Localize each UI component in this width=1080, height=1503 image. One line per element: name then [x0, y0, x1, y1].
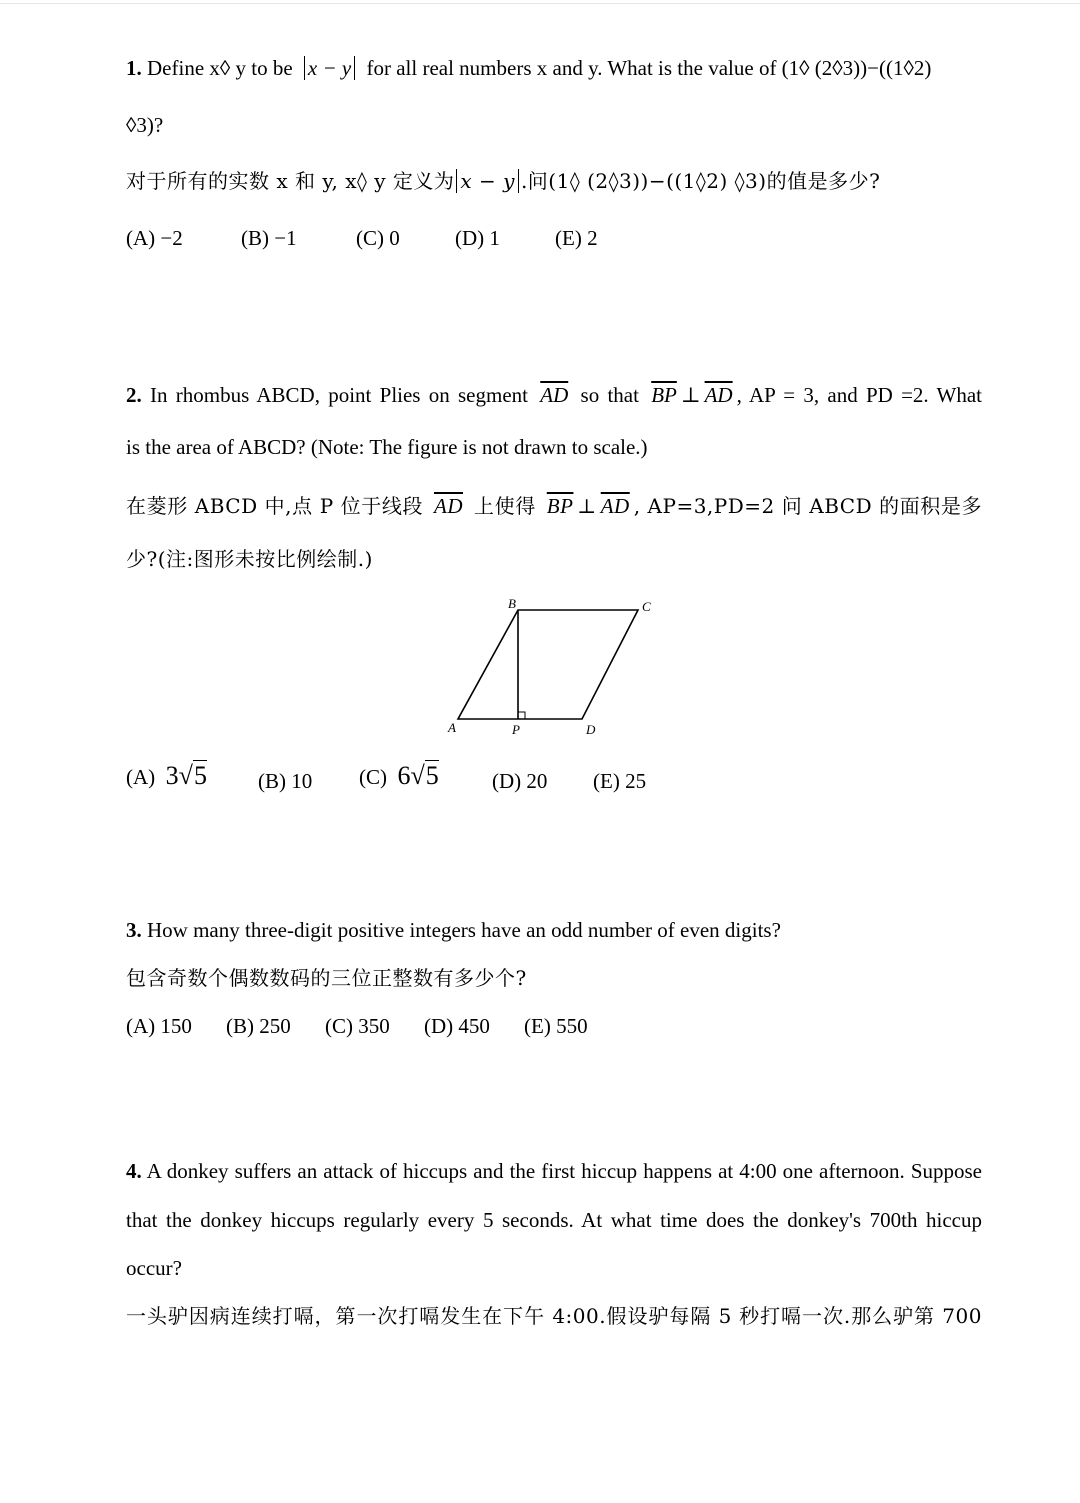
- problem-2-number: 2.: [126, 383, 142, 407]
- problem-1-option-c: (C) 0: [356, 226, 400, 250]
- problem-4-cn: 一头驴因病连续打嗝，第一次打嗝发生在下午 4:00.假设驴每隔 5 秒打嗝一次.那么驴第 700: [126, 1304, 982, 1328]
- label-a: A: [448, 720, 456, 735]
- problem-2-text-a: In rhombus ABCD, point Plies on segment: [150, 383, 528, 407]
- problem-1-cn-b: .问(1◊ (2◊3))−((1◊2) ◊3)的值是多少?: [520, 169, 881, 193]
- problem-2-option-a-coef: 3: [165, 761, 179, 790]
- problem-3-line-1: [126, 916, 781, 944]
- problem-3-option-a: (A) 150: [126, 1014, 192, 1038]
- problem-2-chinese-line-2: [126, 545, 373, 573]
- label-p: P: [512, 722, 520, 737]
- problem-1-abs-expression: x − y: [304, 56, 355, 80]
- problem-4-text-a: A donkey suffers an attack of hiccups and the first hiccup happens at 4:00 one afternoon. Suppose: [146, 1159, 982, 1183]
- problem-2-option-c-value: 6√5: [397, 761, 439, 790]
- problem-3-number: 3.: [126, 918, 142, 942]
- problem-2-option-c-label: (C): [359, 765, 387, 789]
- problem-4-line-2: [126, 1206, 982, 1234]
- problem-1-cn-abs-expression: x − y: [456, 169, 519, 193]
- problem-2-cn-segment-bp: $\overline{BP}$: [546, 494, 574, 518]
- problem-2-cn-a: 在菱形 ABCD 中,点 P 位于线段: [126, 494, 424, 518]
- problem-2-cn-b: 上使得: [473, 494, 536, 518]
- problem-4-text-c: occur?: [126, 1256, 182, 1280]
- problem-2-text-d: is the area of ABCD? (Note: The figure is not drawn to scale.): [126, 435, 648, 459]
- label-d: D: [586, 722, 596, 737]
- problem-2-chinese-line-1: [126, 492, 982, 520]
- label-c: C: [642, 599, 651, 614]
- problem-1-option-a: (A) −2: [126, 226, 183, 250]
- problem-1-text-c: ◊3)?: [126, 113, 164, 137]
- problem-3-chinese: [126, 964, 527, 992]
- problem-2-text-b: so that: [580, 383, 639, 407]
- problem-1-line-1: [126, 54, 931, 82]
- problem-1-option-d: (D) 1: [455, 226, 500, 250]
- rhombus-outline: [458, 610, 638, 719]
- problem-2-cn-d: 少?(注:图形未按比例绘制.): [126, 547, 373, 571]
- right-angle-mark: [518, 712, 525, 719]
- problem-2-cn-perp-symbol: ⊥: [577, 494, 597, 518]
- problem-3-text: How many three-digit positive integers have an odd number of even digits?: [147, 918, 781, 942]
- problem-2-text-c: , AP = 3, and PD =2. What: [736, 383, 983, 407]
- problem-4-line-1: [126, 1157, 982, 1185]
- problem-1-option-b: (B) −1: [241, 226, 297, 250]
- problem-3-option-e: (E) 550: [524, 1014, 588, 1038]
- problem-2-option-d: (D) 20: [492, 769, 548, 793]
- problem-2-cn-c: , AP=3,PD=2 问 ABCD 的面积是多: [633, 494, 983, 518]
- problem-2-option-c-radicand: 5: [425, 761, 439, 790]
- problem-1-cn-a: 对于所有的实数 x 和 y, x◊ y 定义为: [126, 169, 455, 193]
- problem-1-number: 1.: [126, 56, 142, 80]
- problem-2-option-c-coef: 6: [397, 761, 411, 790]
- problem-2-option-a-radicand: 5: [193, 761, 207, 790]
- problem-2-option-c: [359, 762, 439, 791]
- problem-2-option-e: (E) 25: [593, 769, 647, 793]
- rhombus-figure: [440, 592, 670, 740]
- problem-4-number: 4.: [126, 1159, 142, 1183]
- problem-2-cn-segment-ad: $\overline{AD}$: [434, 494, 464, 518]
- problem-2-line-1: [126, 381, 982, 409]
- problem-1-option-e: (E) 2: [555, 226, 598, 250]
- problem-2-segment-ad-2: $\overline{AD}$: [704, 383, 733, 407]
- problem-2-option-b: (B) 10: [258, 769, 313, 793]
- problem-2-segment-bp: $\overline{BP}$: [651, 383, 677, 407]
- problem-2-option-a-value: 3√5: [165, 761, 207, 790]
- problem-2-perp-symbol: ⊥: [680, 383, 701, 407]
- problem-3-option-b: (B) 250: [226, 1014, 291, 1038]
- problem-1-text-b: for all real numbers x and y. What is the value of (1◊ (2◊3))−((1◊2): [366, 56, 932, 80]
- top-divider: [0, 3, 1080, 4]
- problem-4-line-3: [126, 1254, 182, 1282]
- problem-2-line-2: [126, 433, 648, 461]
- problem-2-cn-segment-ad-2: $\overline{AD}$: [600, 494, 630, 518]
- problem-4-text-b: that the donkey hiccups regularly every 5 seconds. At what time does the donkey's 700th hiccup: [126, 1208, 982, 1232]
- problem-3-cn: 包含奇数个偶数数码的三位正整数有多少个?: [126, 966, 527, 990]
- label-b: B: [508, 596, 516, 611]
- problem-2-option-a: [126, 762, 207, 791]
- problem-3-option-c: (C) 350: [325, 1014, 390, 1038]
- problem-1-line-2: [126, 111, 163, 139]
- problem-1-chinese: [126, 167, 880, 195]
- problem-2-option-a-label: (A): [126, 765, 156, 789]
- problem-1-text-a: Define x◊ y to be: [147, 56, 293, 80]
- problem-4-chinese: [126, 1302, 982, 1330]
- problem-2-segment-ad: $\overline{AD}$: [540, 383, 569, 407]
- problem-3-option-d: (D) 450: [424, 1014, 490, 1038]
